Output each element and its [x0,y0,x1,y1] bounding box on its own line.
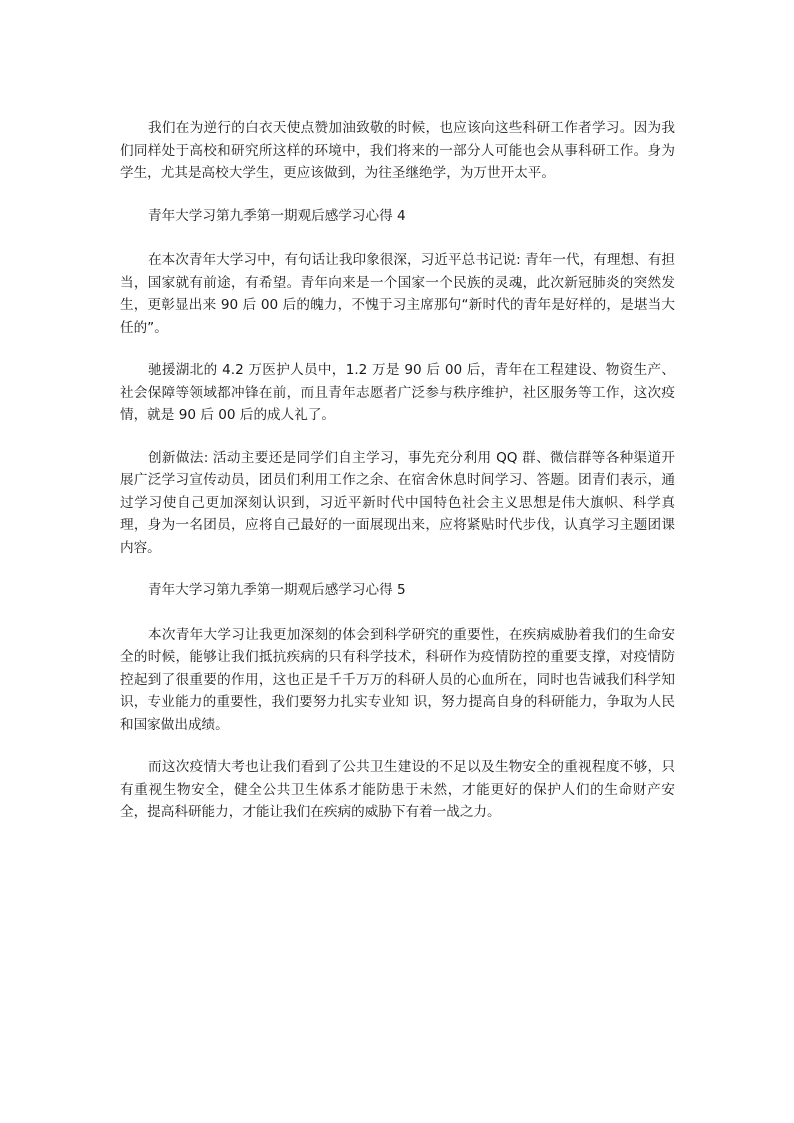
section-heading: 青年大学习第九季第一期观后感学习心得 4 [148,207,406,224]
document-body [120,117,675,844]
paragraph: 驰援湖北的 4.2 万医护人员中，1.2 万是 90 后 00 后，青年在工程建设、物资生产、社会保障等领域都冲锋在前，而且青年志愿者广泛参与秩序维护，社区服务等工作，这次疫情，就是 90 后 00 后的成人礼了。 [120,362,675,423]
section-heading: 青年大学习第九季第一期观后感学习心得 5 [148,582,406,598]
paragraph: 而这次疫情大考也让我们看到了公共卫生建设的不足以及生物安全的重视程度不够，只有重视生物安全，健全公共卫生体系才能防患于未然，才能更好的保护人们的生命财产安全，提高科研能力，才能让我们在疾病的威胁下有着一战之力。 [120,759,675,820]
paragraph: 我们在为逆行的白衣天使点赞加油致敬的时候，也应该向这些科研工作者学习。因为我们同样处于高校和研究所这样的环境中，我们将来的一部分人可能也会从事科研工作。身为学生，尤其是高校大学生，更应该做到，为往圣继绝学，为万世开太平。 [120,120,675,181]
paragraph: 本次青年大学习让我更加深刻的体会到科学研究的重要性，在疾病威胁着我们的生命安全的时候，能够让我们抵抗疾病的只有科学技术，科研作为疫情防控的重要支撑，对疫情防控起到了很重要的作用，这也正是千千万万的科研人员的心血所在，同时也告诫我们科学知识，专业能力的重要性，我们要努力扎实专业知 识，努力提高自身的科研能力，争取为人民和国家做出成绩。 [120,626,675,733]
paragraph: 创新做法: 活动主要还是同学们自主学习，事先充分利用 QQ 群、微信群等各种渠道开展广泛学习宣传动员，团员们利用工作之余、在宿舍休息时间学习、答题。团青们表示，通过学习使自己更加深刻认识到，习近平新时代中国特色社会主义思想是伟大旗帜、科学真理，身为一名团员，应将自己最好的一面展现出来，应将紧贴时代步伐，认真学习主题团课内容。 [120,449,675,556]
paragraph: 在本次青年大学习中，有句话让我印象很深，习近平总书记说: 青年一代，有理想、有担当，国家就有前途，有希望。青年向来是一个国家一个民族的灵魂，此次新冠肺炎的突然发生，更彰显出来 90 后 00 后的魄力，不愧于习主席那句“新时代的青年是好样的，是堪当大任的”。 [120,252,675,336]
